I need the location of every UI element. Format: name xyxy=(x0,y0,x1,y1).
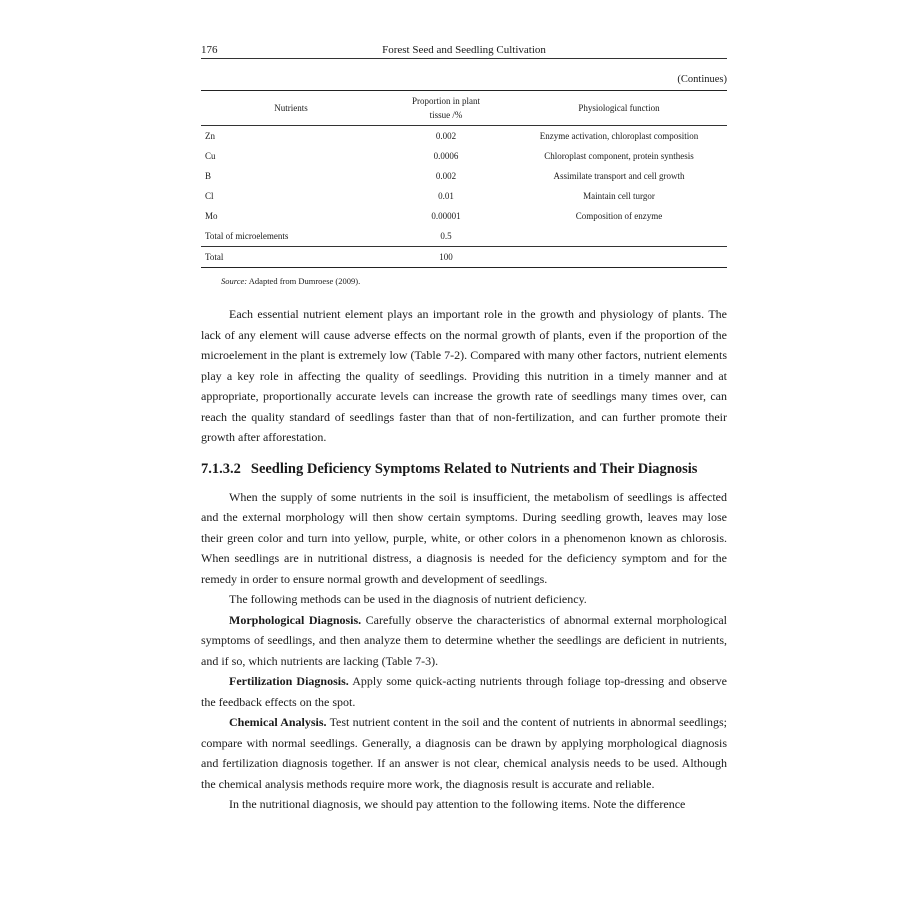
nutrient-table xyxy=(201,90,727,268)
table-continues-label: (Continues) xyxy=(677,74,727,85)
table-row xyxy=(201,186,727,206)
body-paragraph: In the nutritional diagnosis, we should pay attention to the following items. Note the difference xyxy=(229,797,686,811)
page-number: 176 xyxy=(201,44,218,56)
table-row xyxy=(201,166,727,186)
section-heading xyxy=(201,459,727,479)
source-text: Adapted from Dumroese (2009). xyxy=(248,276,361,286)
nutrient-cell: Total of microelements xyxy=(205,231,289,241)
run-in-heading: Chemical Analysis. xyxy=(229,715,327,729)
function-cell: Maintain cell turgor xyxy=(583,191,655,201)
proportion-cell: 0.002 xyxy=(435,171,457,181)
proportion-cell: 0.00001 xyxy=(431,211,461,221)
proportion-cell: 0.002 xyxy=(435,131,457,141)
body-paragraph: Each essential nutrient element plays an important role in the growth and physiology of plants. The lack of any element will cause adverse effects on the normal growth of plants, even if the proportion of the microelement in the plant is extremely low (Table 7-2). Compared with many other factors, nutrient elements play a key role in affecting the quality of seedlings. Providing this nutrition in a timely manner and at appropriate, proportionally accurate levels can increase the growth rate of seedlings many times over, can reach the quality standard of seedlings faster than that of non-fertilization, and can further promote their growth after afforestation. xyxy=(201,307,727,444)
proportion-cell: 100 xyxy=(381,247,511,268)
table-row-total xyxy=(201,247,727,268)
running-header xyxy=(201,38,727,59)
body-paragraph: The following methods can be used in the diagnosis of nutrient deficiency. xyxy=(229,592,587,606)
paragraph-text: Test nutrient content in the soil and the content of nutrients in abnormal seedlings; compare with normal seedlings. Generally, a diagnosis can be drawn by applying morphological diagnosis and fertilization diagnosis together. If an answer is not clear, chemical analysis needs to be used. Although the chemical analysis methods require more work, the diagnosis result is accurate and reliable. xyxy=(201,715,727,791)
table-row xyxy=(201,126,727,147)
proportion-cell: 0.0006 xyxy=(433,151,459,161)
source-label: Source: xyxy=(221,276,248,286)
nutrient-cell: Zn xyxy=(205,131,215,141)
section-title: Seedling Deficiency Symptoms Related to Nutrients and Their Diagnosis xyxy=(250,460,698,477)
function-cell: Chloroplast component, protein synthesis xyxy=(544,151,694,161)
section-number: 7.1.3.2 xyxy=(201,460,241,477)
header-nutrients: Nutrients xyxy=(201,91,381,126)
table-row xyxy=(201,206,727,226)
table-source-note xyxy=(221,276,727,286)
paragraph-text: Apply some quick-acting nutrients through foliage top-dressing and observe the feedback effects on the spot. xyxy=(201,674,727,709)
function-cell: Composition of enzyme xyxy=(575,211,663,221)
run-in-heading: Morphological Diagnosis. xyxy=(229,612,362,627)
nutrient-cell: Cl xyxy=(205,191,214,201)
run-in-heading: Fertilization Diagnosis. xyxy=(229,674,349,688)
function-cell xyxy=(511,226,727,247)
body-paragraph xyxy=(201,712,727,794)
proportion-cell: 0.01 xyxy=(438,191,454,201)
body-paragraph xyxy=(201,610,727,672)
nutrient-cell: Mo xyxy=(205,211,218,221)
body-paragraph: When the supply of some nutrients in the soil is insufficient, the metabolism of seedlings is affected and the external morphology will then show certain symptoms. During seedling growth, leaves may lose their green color and turn into yellow, purple, white, or other colors in a phenomenon known as chlorosis. When seedlings are in nutritional distress, a diagnosis is needed for the deficiency symptom and for the remedy in order to ensure normal growth and development of seedlings. xyxy=(201,489,727,586)
nutrient-cell: B xyxy=(205,171,212,181)
table-row xyxy=(201,146,727,166)
proportion-cell: 0.5 xyxy=(440,231,452,241)
paragraph-text: Carefully observe the characteristics of abnormal external morphological symptoms of seedlings, and then analyze them to determine whether the seedlings are deficient in nutrients, and if so, which nutrients are lacking (Table 7-3). xyxy=(201,612,727,668)
nutrient-cell: Total xyxy=(201,247,381,268)
running-title: Forest Seed and Seedling Cultivation xyxy=(382,44,546,56)
function-cell: Enzyme activation, chloroplast composition xyxy=(539,131,699,141)
function-cell: Assimilate transport and cell growth xyxy=(553,171,685,181)
table-header-row xyxy=(201,91,727,126)
body-paragraph xyxy=(201,671,727,712)
nutrient-cell: Cu xyxy=(205,151,216,161)
book-page xyxy=(201,38,727,815)
table-row xyxy=(201,226,727,247)
header-proportion: Proportion in plant tissue /% xyxy=(381,91,511,126)
header-function: Physiological function xyxy=(511,91,727,126)
function-cell xyxy=(511,247,727,268)
